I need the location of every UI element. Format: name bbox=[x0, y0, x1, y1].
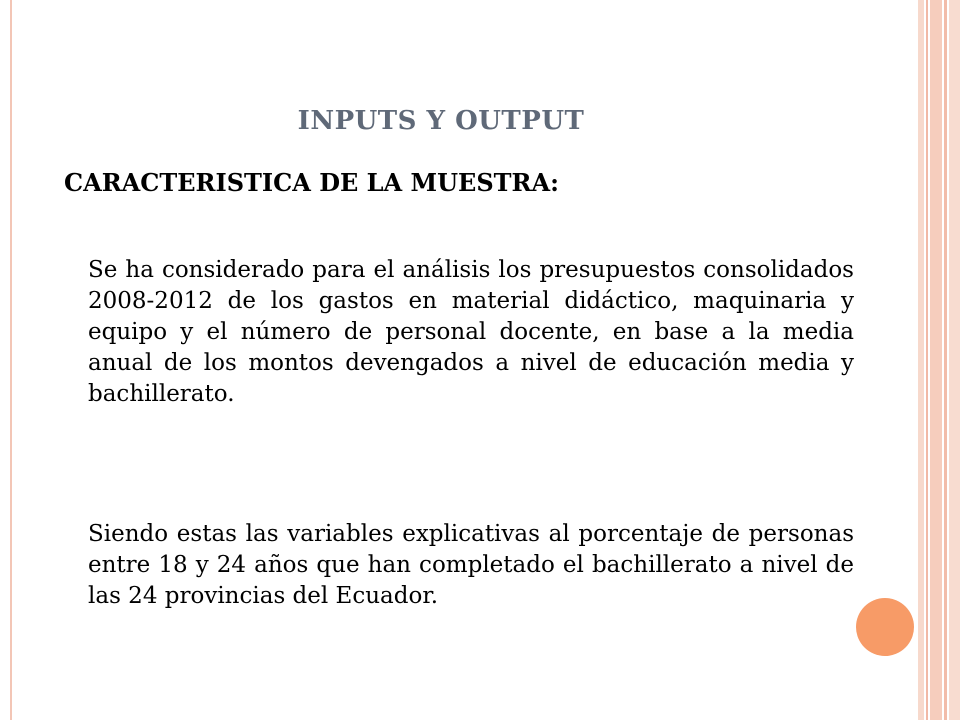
slide-subtitle: CARACTERISTICA DE LA MUESTRA: bbox=[64, 168, 559, 197]
decorative-stripe bbox=[930, 0, 942, 720]
body-paragraph-2: Siendo estas las variables explicativas al porcentaje de personas entre 18 y 24 años que han completado el bachillerato a nivel de las 24 provincias del Ecuador. bbox=[88, 521, 854, 609]
decorative-stripe bbox=[944, 0, 947, 720]
decorative-stripe bbox=[918, 0, 924, 720]
decorative-stripe bbox=[926, 0, 928, 720]
slide-title: INPUTS Y OUTPUT bbox=[297, 106, 585, 136]
body-paragraph-1: Se ha considerado para el análisis los presupuestos consolidados 2008-2012 de los gastos en material didáctico, maquinaria y equipo y el número de personal docente, en base a la media anual de los montos devengados a nivel de educación media y bachillerato. bbox=[88, 257, 854, 407]
decorative-circle bbox=[856, 598, 914, 656]
decorative-stripe bbox=[949, 0, 960, 720]
